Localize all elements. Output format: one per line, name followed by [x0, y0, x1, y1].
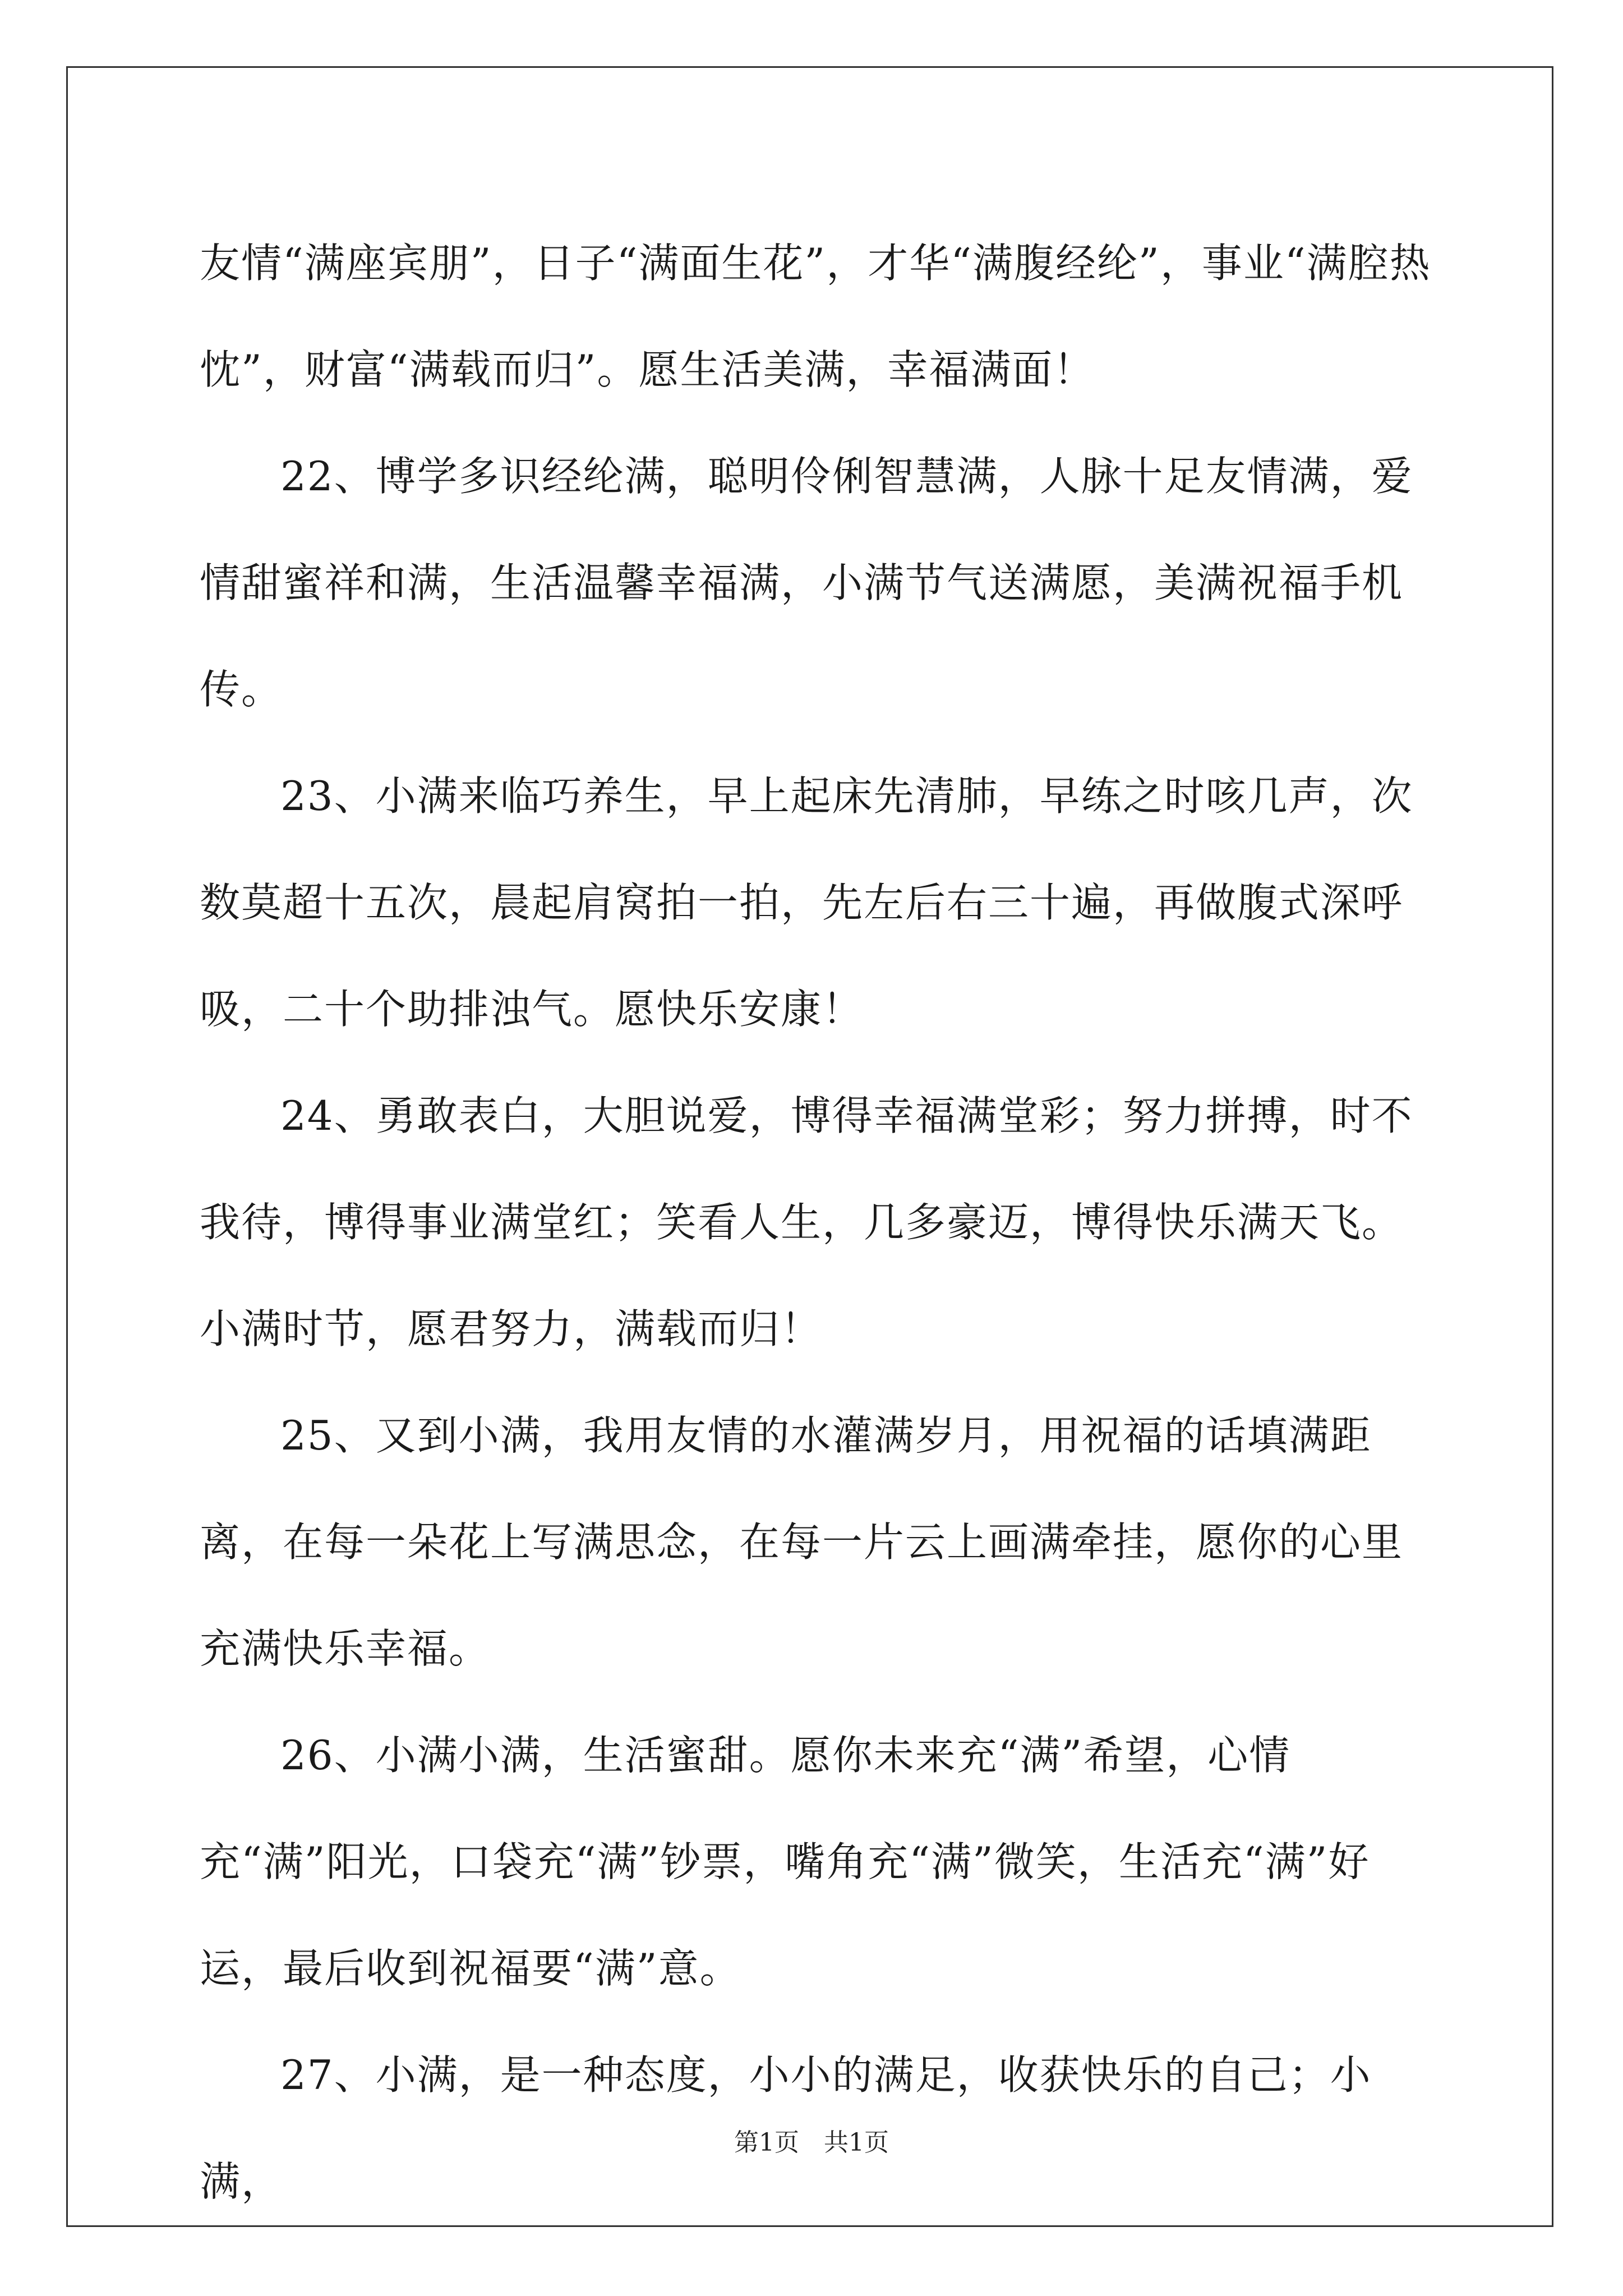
- paragraph-25: 25、又到小满，我用友情的水灌满岁月，用祝福的话填满距离，在每一朵花上写满思念，在每一片云上画满牵挂，愿你的心里充满快乐幸福。: [200, 1412, 1404, 1672]
- paragraph-24: 24、勇敢表白，大胆说爱，博得幸福满堂彩；努力拼搏，时不我待，博得事业满堂红；笑看人生，几多豪迈，博得快乐满天飞。小满时节，愿君努力，满载而归！: [200, 1092, 1413, 1352]
- paragraph-26: 26、小满小满，生活蜜甜。愿你未来充“满”希望，心情充“满”阳光，口袋充“满”钞票，嘴角充“满”微笑，生活充“满”好运，最后收到祝福要“满”意。: [200, 1732, 1370, 1992]
- paragraph-23: 23、小满来临巧养生，早上起床先清肺，早练之时咳几声，次数莫超十五次，晨起肩窝拍一拍，先左后右三十遍，再做腹式深呼吸，二十个助排浊气。愿快乐安康！: [200, 772, 1413, 1033]
- document-body: [200, 210, 1433, 2235]
- page-footer: 第1页 共1页: [734, 2128, 889, 2157]
- paragraph-27: 27、小满，是一种态度，小小的满足，收获快乐的自己；小满，: [200, 2051, 1372, 2205]
- paragraph-1: 友情“满座宾朋”，日子“满面生花”，才华“满腹经纶”，事业“满腔热忱”，财富“满载而归”。愿生活美满，幸福满面！: [200, 240, 1431, 393]
- paragraph-22: 22、博学多识经纶满，聪明伶俐智慧满，人脉十足友情满，爱情甜蜜祥和满，生活温馨幸福满，小满节气送满愿，美满祝福手机传。: [200, 453, 1413, 713]
